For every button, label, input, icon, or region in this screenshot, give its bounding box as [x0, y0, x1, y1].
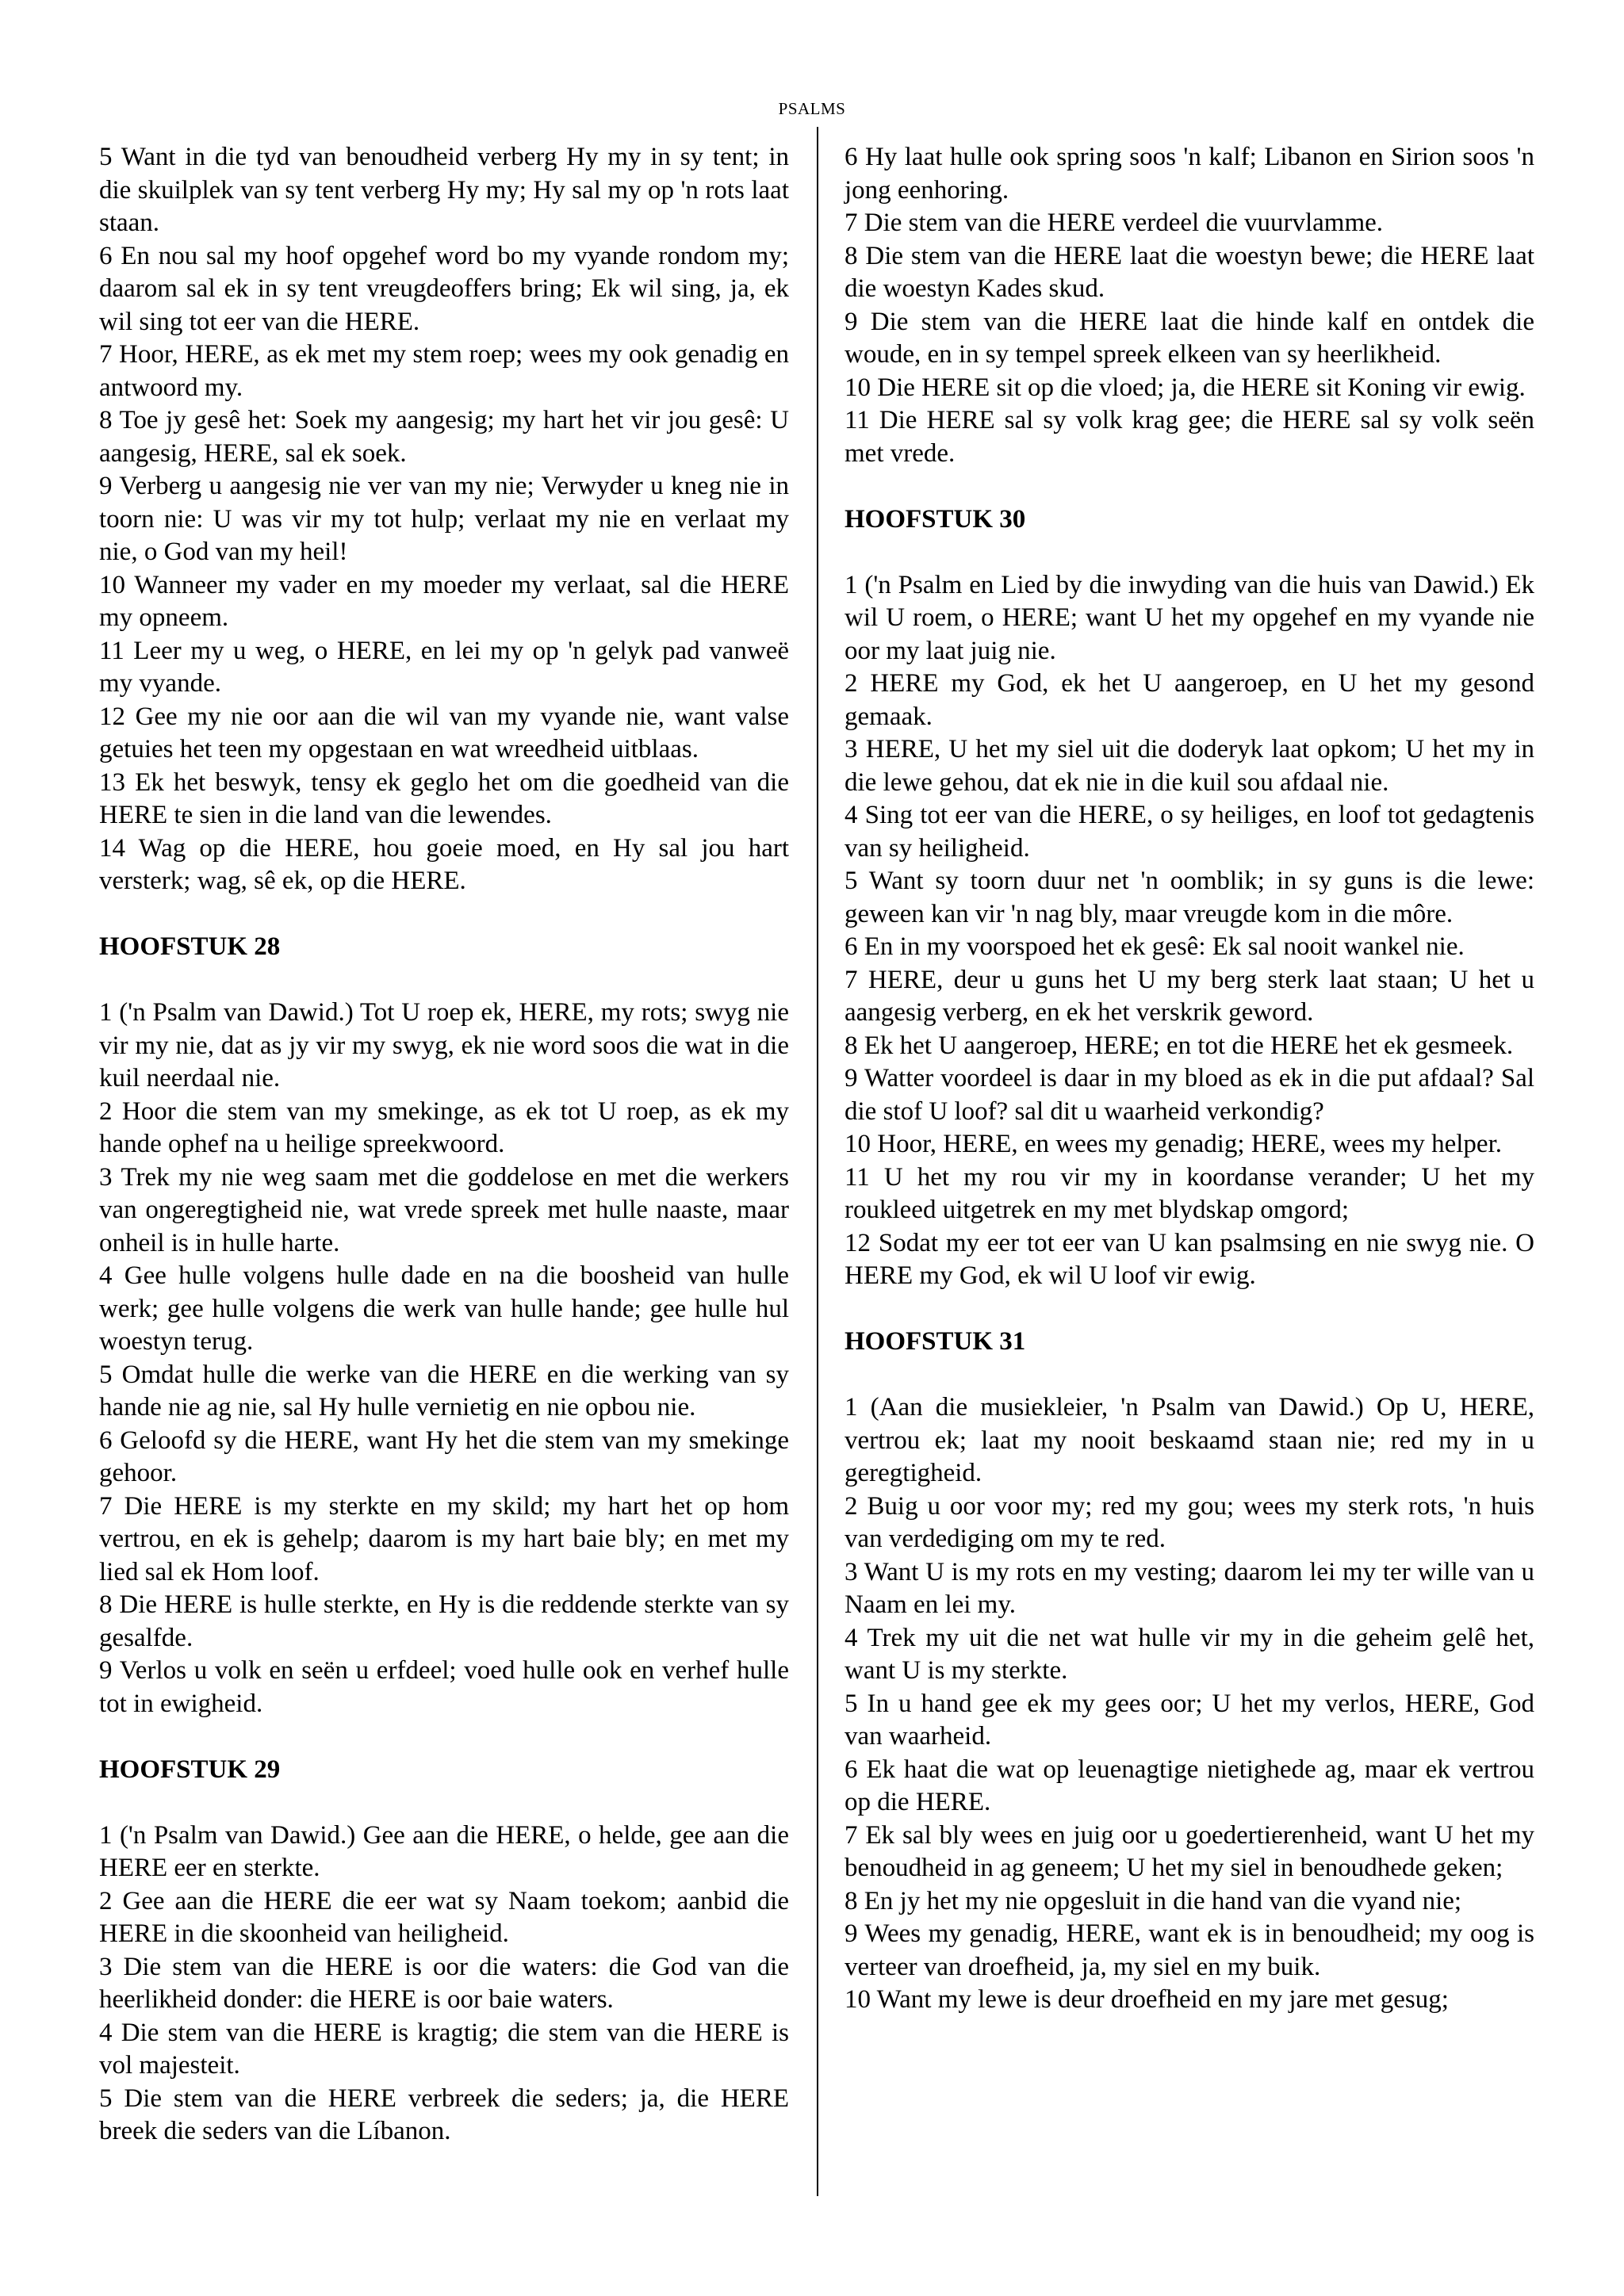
verse: 11 Die HERE sal sy volk krag gee; die HERE sal sy volk seën met vrede. — [845, 406, 1534, 468]
verse: 2 Gee aan die HERE die eer wat sy Naam toekom; aanbid die HERE in die skoonheid van heiligheid. — [99, 1886, 789, 1948]
verse: 13 Ek het beswyk, tensy ek geglo het om die goedheid van die HERE te sien in die land van die lewendes. — [99, 767, 789, 829]
verse: 9 Watter voordeel is daar in my bloed as ek in die put afdaal? Sal die stof U loof? sal dit u waarheid verkondig? — [845, 1064, 1534, 1126]
verse: 8 Die stem van die HERE laat die woestyn bewe; die HERE laat die woestyn Kades skud. — [845, 241, 1534, 303]
verse: 4 Gee hulle volgens hulle dade en na die boosheid van hulle werk; gee hulle volgens die werk van hulle hande; gee hulle hul woestyn terug. — [99, 1261, 789, 1356]
verse: 10 Hoor, HERE, en wees my genadig; HERE, wees my helper. — [845, 1130, 1502, 1158]
verse: 6 Hy laat hulle ook spring soos 'n kalf; Libanon en Sirion soos 'n jong eenhoring. — [845, 143, 1534, 205]
verse: 8 Die HERE is hulle sterkte, en Hy is die reddende sterkte van sy gesalfde. — [99, 1590, 789, 1652]
verse: 7 HERE, deur u guns het U my berg sterk laat staan; U het u aangesig verberg, en ek het verskrik geword. — [845, 965, 1534, 1027]
verse: 3 Trek my nie weg saam met die goddelose en met die werkers van ongeregtigheid nie, wat vrede spreek met hulle naaste, maar onheil is in hulle harte. — [99, 1162, 789, 1257]
chapter-heading-28: HOOFSTUK 28 — [99, 932, 281, 961]
verse: 2 Hoor die stem van my smekinge, as ek tot U roep, as ek my hande ophef na u heilige spreekwoord. — [99, 1096, 789, 1158]
verse: 6 En nou sal my hoof opgehef word bo my vyande rondom my; daarom sal ek in sy tent vreugdeoffers bring; Ek wil sing, ja, ek wil sing tot eer van die HERE. — [99, 241, 789, 336]
verse: 4 Die stem van die HERE is kragtig; die stem van die HERE is vol majesteit. — [99, 2018, 789, 2080]
verse: 3 HERE, U het my siel uit die doderyk laat opkom; U het my in die lewe gehou, dat ek nie in die kuil sou afdaal nie. — [845, 735, 1534, 797]
verse: 6 En in my voorspoed het ek gesê: Ek sal nooit wankel nie. — [845, 932, 1465, 961]
verse: 1 ('n Psalm en Lied by die inwyding van die huis van Dawid.) Ek wil U roem, o HERE; want U het my opgehef en my vyande nie oor my laat juig nie. — [845, 570, 1534, 665]
verse: 12 Gee my nie oor aan die wil van my vyande nie, want valse getuies het teen my opgestaan en wat wreedheid uitblaas. — [99, 702, 789, 763]
chapter-heading-30: HOOFSTUK 30 — [845, 504, 1026, 534]
verse: 7 Die stem van die HERE verdeel die vuurvlamme. — [845, 209, 1384, 237]
verse: 5 In u hand gee ek my gees oor; U het my verlos, HERE, God van waarheid. — [845, 1689, 1534, 1751]
verse: 7 Hoor, HERE, as ek met my stem roep; wees my ook genadig en antwoord my. — [99, 340, 789, 402]
verse: 8 En jy het my nie opgesluit in die hand van die vyand nie; — [845, 1886, 1462, 1915]
verse: 12 Sodat my eer tot eer van U kan psalmsing en nie swyg nie. O HERE my God, ek wil U loof vir ewig. — [845, 1228, 1534, 1290]
verse: 3 Want U is my rots en my vesting; daarom lei my ter wille van u Naam en lei my. — [845, 1557, 1534, 1619]
verse: 10 Want my lewe is deur droefheid en my jare met gesug; — [845, 1985, 1449, 2014]
verse: 2 Buig u oor voor my; red my gou; wees my sterk rots, 'n huis van verdediging om my te red. — [845, 1491, 1534, 1553]
verse: 6 Geloofd sy die HERE, want Hy het die stem van my smekinge gehoor. — [99, 1425, 789, 1487]
verse: 2 HERE my God, ek het U aangeroep, en U het my gesond gemaak. — [845, 669, 1534, 731]
page-header: PSALMS — [778, 99, 846, 118]
verse: 9 Verberg u aangesig nie ver van my nie; Verwyder u kneg nie in toorn nie: U was vir my tot hulp; verlaat my nie en verlaat my nie, o God van my heil! — [99, 472, 789, 566]
verse: 8 Toe jy gesê het: Soek my aangesig; my hart het vir jou gesê: U aangesig, HERE, sal ek soek. — [99, 406, 789, 468]
verse: 11 Leer my u weg, o HERE, en lei my op 'n gelyk pad vanweë my vyande. — [99, 636, 789, 698]
verse: 11 U het my rou vir my in koordanse verander; U het my roukleed uitgetrek en my met blydskap omgord; — [845, 1162, 1534, 1224]
verse: 9 Wees my genadig, HERE, want ek is in benoudheid; my oog is verteer van droefheid, ja, my siel en my buik. — [845, 1919, 1534, 1981]
verse: 5 Die stem van die HERE verbreek die seders; ja, die HERE breek die seders van die Líbanon. — [99, 2084, 789, 2145]
verse: 14 Wag op die HERE, hou goeie moed, en Hy sal jou hart versterk; wag, sê ek, op die HERE. — [99, 833, 789, 895]
verse: 7 Die HERE is my sterkte en my skild; my hart het op hom vertrou, en ek is gehelp; daarom is my hart baie bly; en met my lied sal ek Hom loof. — [99, 1491, 789, 1586]
verse: 4 Sing tot eer van die HERE, o sy heiliges, en loof tot gedagtenis van sy heiligheid. — [845, 801, 1534, 863]
verse: 1 ('n Psalm van Dawid.) Tot U roep ek, HERE, my rots; swyg nie vir my nie, dat as jy vir my swyg, ek nie word soos die wat in die kuil neerdaal nie. — [99, 998, 789, 1093]
column-divider — [817, 127, 818, 2196]
right-column — [845, 141, 1534, 2017]
verse: 5 Want sy toorn duur net 'n oomblik; in sy guns is die lewe: geween kan vir 'n nag bly, maar vreugde kom in die môre. — [845, 867, 1534, 928]
left-column — [99, 141, 789, 2149]
chapter-heading-31: HOOFSTUK 31 — [845, 1327, 1026, 1356]
verse: 9 Die stem van die HERE laat die hinde kalf en ontdek die woude, en in sy tempel spreek elkeen van sy heerlikheid. — [845, 307, 1534, 369]
verse: 1 ('n Psalm van Dawid.) Gee aan die HERE, o helde, gee aan die HERE eer en sterkte. — [99, 1820, 789, 1882]
verse: 4 Trek my uit die net wat hulle vir my in die geheim gelê het, want U is my sterkte. — [845, 1623, 1534, 1685]
verse: 5 Omdat hulle die werke van die HERE en die werking van sy hande nie ag nie, sal Hy hulle vernietig en nie opbou nie. — [99, 1360, 789, 1422]
verse: 1 (Aan die musiekleier, 'n Psalm van Dawid.) Op U, HERE, vertrou ek; laat my nooit beskaamd staan nie; red my in u geregtigheid. — [845, 1393, 1534, 1487]
verse: 10 Die HERE sit op die vloed; ja, die HERE sit Koning vir ewig. — [845, 373, 1526, 402]
chapter-heading-29: HOOFSTUK 29 — [99, 1755, 281, 1784]
verse: 8 Ek het U aangeroep, HERE; en tot die HERE het ek gesmeek. — [845, 1031, 1514, 1060]
verse: 3 Die stem van die HERE is oor die waters: die God van die heerlikheid donder: die HERE is oor baie waters. — [99, 1952, 789, 2014]
verse: 10 Wanneer my vader en my moeder my verlaat, sal die HERE my opneem. — [99, 570, 789, 632]
verse: 5 Want in die tyd van benoudheid verberg Hy my in sy tent; in die skuilplek van sy tent verberg Hy my; Hy sal my op 'n rots laat staan. — [99, 143, 789, 237]
verse: 6 Ek haat die wat op leuenagtige nietighede ag, maar ek vertrou op die HERE. — [845, 1755, 1534, 1816]
verse: 7 Ek sal bly wees en juig oor u goedertierenheid, want U het my benoudheid in ag geneem; U het my siel in benoudhede geken; — [845, 1820, 1534, 1882]
verse: 9 Verlos u volk en seën u erfdeel; voed hulle ook en verhef hulle tot in ewigheid. — [99, 1656, 789, 1718]
